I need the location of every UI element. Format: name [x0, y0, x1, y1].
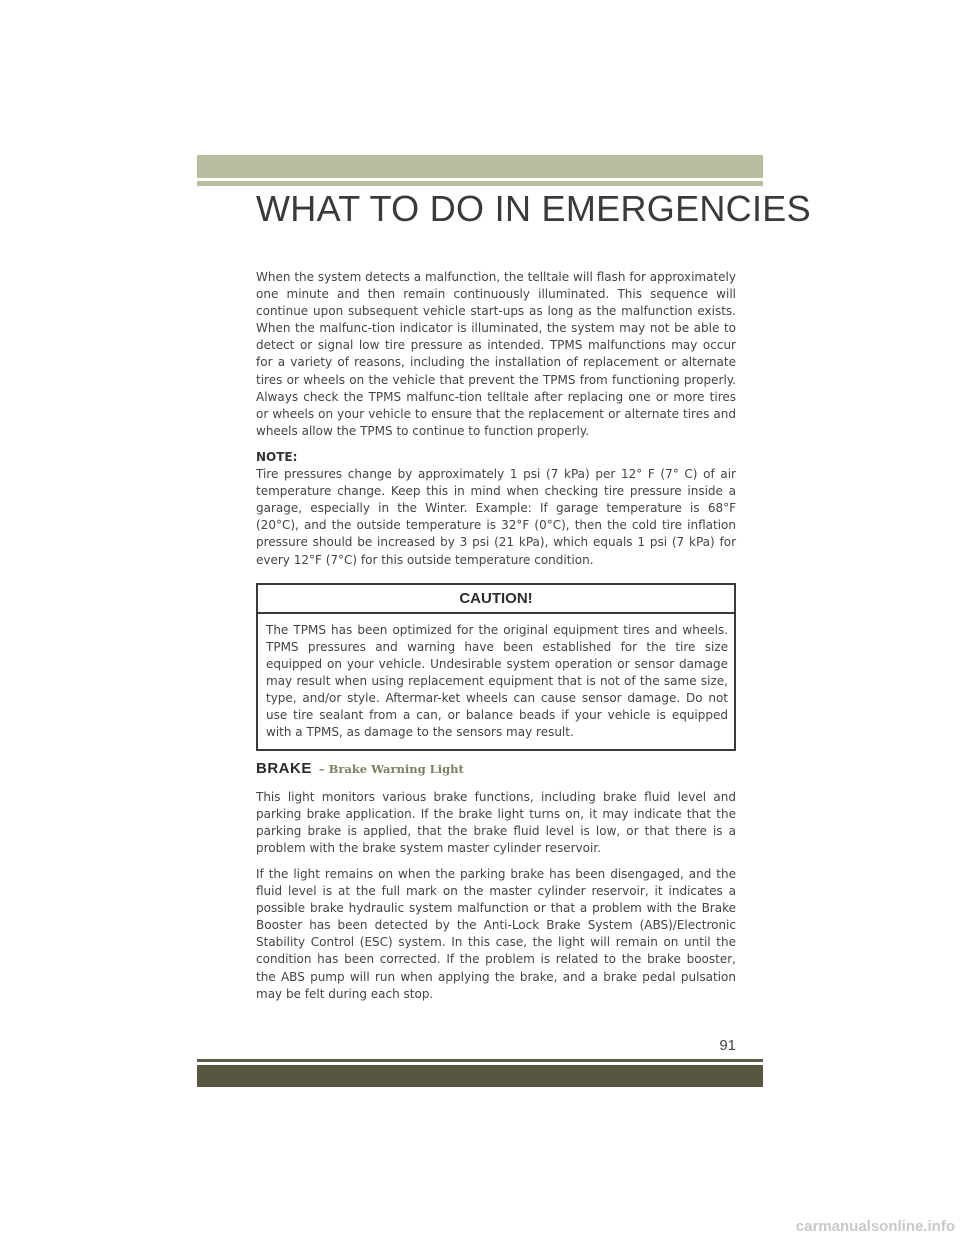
watermark: carmanualsonline.info — [795, 1218, 955, 1235]
page-content — [256, 269, 736, 1012]
brake-warning-icon: BRAKE — [256, 760, 312, 778]
footer-rule — [197, 1059, 763, 1062]
tpms-malfunction-paragraph: When the system detects a malfunction, the telltale will flash for approximately one minute and then remain continuously illuminated. This sequence will continue upon subsequent vehicle start-ups as long as the malfunction exists. When the malfunc-tion indicator is illuminated, the system may not be able to detect or signal low tire pressure as intended. TPMS malfunctions may occur for a variety of reasons, including the installation of replacement or alternate tires or wheels on the vehicle that prevent the TPMS from functioning properly. Always check the TPMS malfunc-tion telltale after replacing one or more tires or wheels on your vehicle to ensure that the replacement or alternate tires and wheels allow the TPMS to continue to function properly. — [256, 270, 736, 438]
caution-text: The TPMS has been optimized for the original equipment tires and wheels. TPMS pressures and warning have been established for the tire size equipped on your vehicle. Undesirable system operation or sensor damage may result when using replacement equipment that is not of the same size, type, and/or style. Aftermar-ket wheels can cause sensor damage. Do not use tire sealant from a can, or balance beads if your vehicle is equipped with a TPMS, as damage to the sensors may result. — [266, 622, 728, 739]
header-rule — [197, 181, 763, 186]
footer-band — [197, 1065, 763, 1087]
page-number: 91 — [719, 1037, 736, 1054]
note-label: NOTE: — [256, 449, 298, 464]
caution-title: CAUTION! — [258, 585, 734, 614]
note-text: Tire pressures change by approximately 1 psi (7 kPa) per 12° F (7° C) of air temperature change. Keep this in mind when checking tire pressure inside a garage, especially in the Winter. Example: If garage temperature is 68°F (20°C), and the outside temperature is 32°F (0°C), then the cold tire inflation pressure should be increased by 3 psi (21 kPa), which equals 1 psi (7 kPa) for every 12°F (7°C) for this outside temperature condition. — [256, 467, 736, 567]
brake-warning-heading — [256, 759, 736, 779]
page-title: WHAT TO DO IN EMERGENCIES — [256, 188, 811, 229]
brake-warning-title: – Brake Warning Light — [318, 761, 464, 776]
brake-paragraph-2: If the light remains on when the parking brake has been disengaged, and the fluid level is at the full mark on the master cylinder reservoir, it indicates a possible brake hydraulic system malfunction or that a problem with the Brake Booster has been detected by the Anti-Lock Brake System (ABS)/Electronic Stability Control (ESC) system. In this case, the light will remain on until the condition has been corrected. If the problem is related to the brake booster, the ABS pump will run when applying the brake, and a brake pedal pulsation may be felt during each stop. — [256, 866, 736, 1001]
header-band — [197, 155, 763, 178]
caution-box — [256, 583, 736, 751]
brake-paragraph-1: This light monitors various brake functions, including brake fluid level and parking brake application. If the brake light turns on, it may indicate that the parking brake is applied, that the brake fluid level is low, or that there is a problem with the brake system master cylinder reservoir. — [256, 789, 736, 855]
